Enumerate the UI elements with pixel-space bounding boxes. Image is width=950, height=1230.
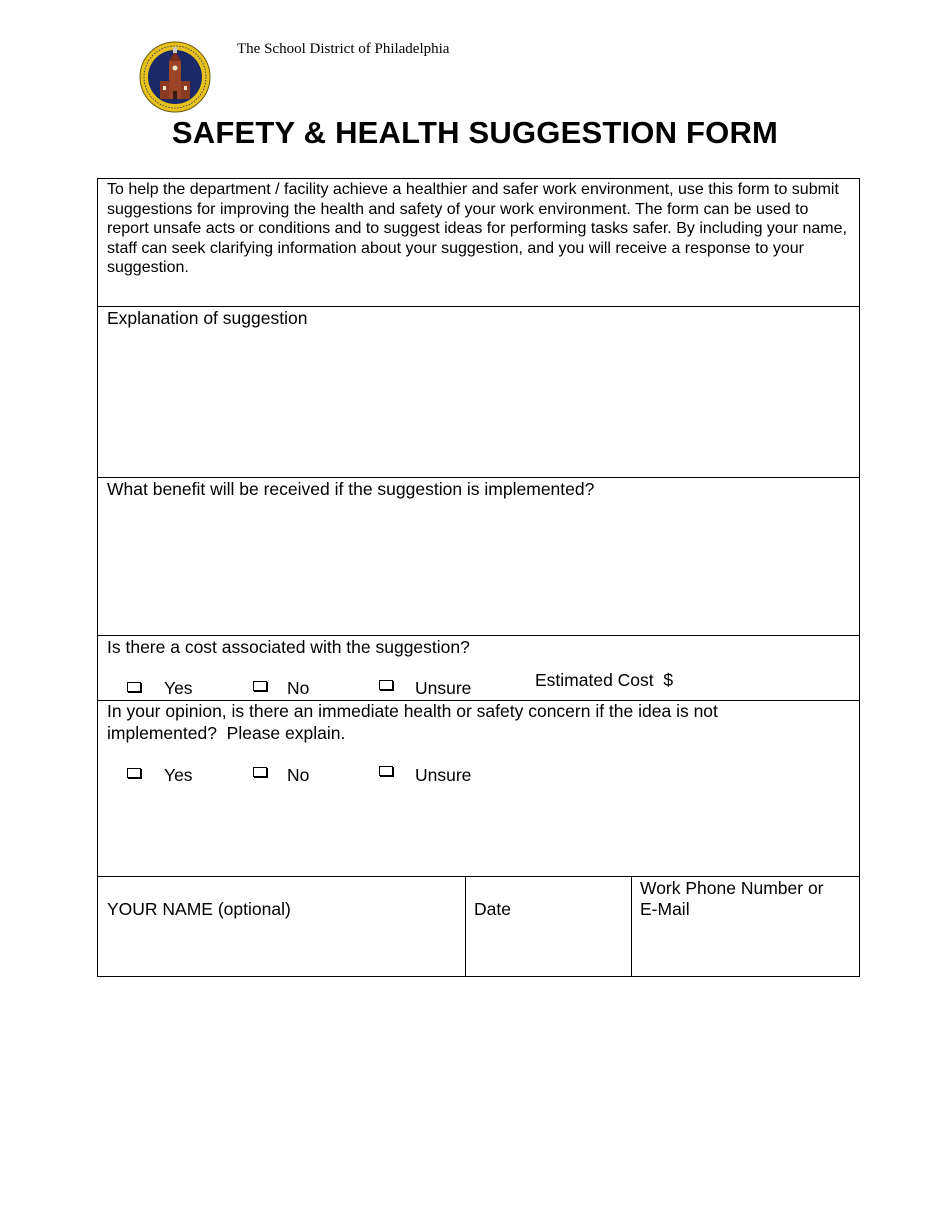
estimated-cost-label: Estimated Cost $ [535, 670, 674, 690]
suggestion-form-table [97, 178, 860, 977]
concern-no-label: No [287, 765, 310, 785]
concern-label-line2: implemented? Please explain. [107, 723, 346, 743]
intro-row [98, 179, 859, 306]
district-name: The School District of Philadelphia [237, 41, 450, 57]
benefit-row[interactable] [98, 477, 859, 635]
concern-yes-checkbox[interactable] [127, 768, 141, 778]
district-seal-logo [138, 41, 212, 113]
explanation-row[interactable] [98, 306, 859, 477]
concern-no-checkbox[interactable] [253, 767, 267, 777]
date-cell[interactable] [465, 877, 631, 977]
name-label: YOUR NAME (optional) [107, 899, 291, 919]
concern-yes-label: Yes [164, 765, 193, 785]
concern-row[interactable] [98, 700, 859, 876]
concern-label-line1: In your opinion, is there an immediate health or safety concern if the idea is not [107, 701, 718, 721]
contact-label-line2: E-Mail [640, 899, 690, 919]
cost-row [98, 635, 859, 700]
cost-unsure-label: Unsure [415, 678, 472, 698]
cost-no-checkbox[interactable] [253, 681, 267, 691]
contact-cell[interactable] [631, 877, 859, 977]
name-cell[interactable] [98, 877, 465, 977]
cost-yes-checkbox[interactable] [127, 682, 141, 692]
cost-label: Is there a cost associated with the suggestion? [107, 637, 470, 657]
contact-label-line1: Work Phone Number or [640, 878, 824, 898]
concern-unsure-checkbox[interactable] [379, 766, 393, 776]
form-title: SAFETY & HEALTH SUGGESTION FORM [171, 115, 779, 150]
benefit-label: What benefit will be received if the suggestion is implemented? [107, 479, 595, 499]
footer-row [98, 876, 859, 976]
cost-yes-label: Yes [164, 678, 193, 698]
cost-no-label: No [287, 678, 310, 698]
date-label: Date [474, 899, 511, 919]
intro-text: To help the department / facility achieve a healthier and safer work environment, use this form to submit suggestions for improving the health and safety of your work environment. The form can be used to report unsafe acts or conditions and to suggest ideas for performing tasks safer. By including your name, staff can seek clarifying information about your suggestion, and you will receive a response to your suggestion. [107, 181, 847, 277]
concern-unsure-label: Unsure [415, 765, 472, 785]
explanation-label: Explanation of suggestion [107, 308, 308, 328]
cost-unsure-checkbox[interactable] [379, 680, 393, 690]
